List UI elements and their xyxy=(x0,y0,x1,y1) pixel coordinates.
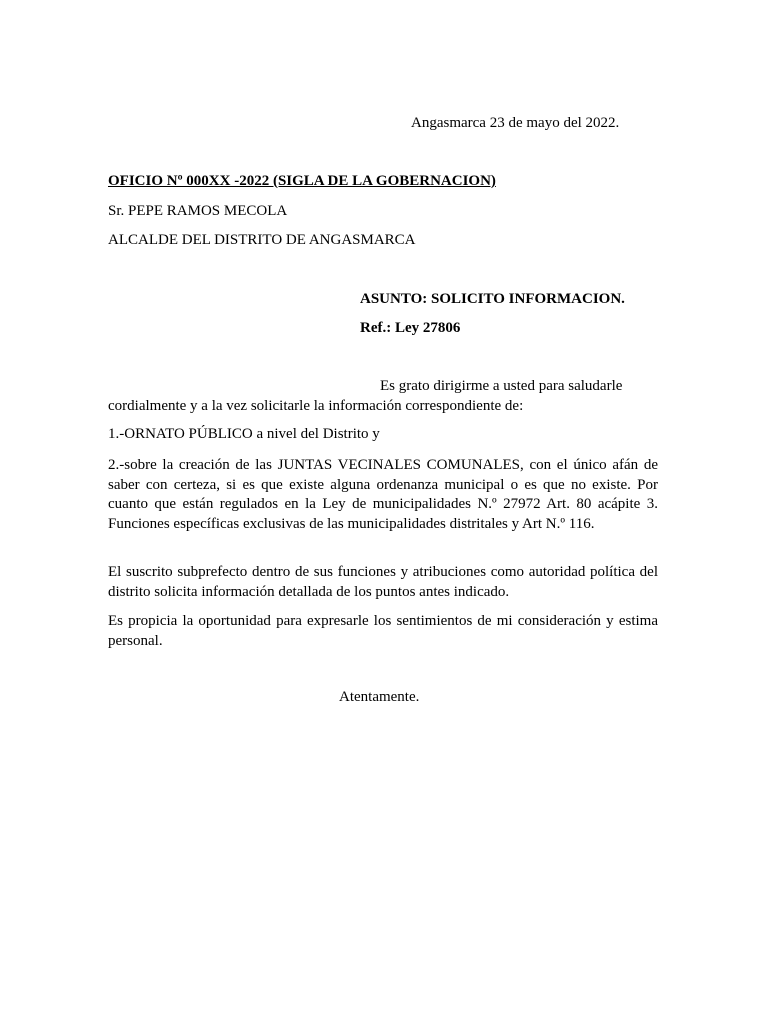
paragraph-3: El suscrito subprefecto dentro de sus funciones y atribuciones como autoridad política del distrito solicita información detallada de los puntos antes indicado. xyxy=(108,564,658,600)
intro-paragraph xyxy=(108,377,658,416)
subject-line: ASUNTO: SOLICITO INFORMACION. xyxy=(360,291,625,307)
item-1: 1.-ORNATO PÚBLICO a nivel del Distrito y xyxy=(108,426,380,442)
recipient-name: Sr. PEPE RAMOS MECOLA xyxy=(108,203,288,219)
intro-rest: cordialmente y a la vez solicitarle la información correspondiente de: xyxy=(108,397,524,414)
date-line: Angasmarca 23 de mayo del 2022. xyxy=(411,115,620,131)
intro-first-line: Es grato dirigirme a usted para saludarle xyxy=(380,378,623,394)
paragraph-4: Es propicia la oportunidad para expresarle los sentimientos de mi consideración y estima personal. xyxy=(108,613,658,649)
item-2: 2.-sobre la creación de las JUNTAS VECINALES COMUNALES, con el único afán de saber con certeza, si es que existe alguna ordenanza municipal o es que no existe. Por cuanto que están regulados en la Ley de municipalidades N.º 27972 Art. 80 acápite 3. Funciones específicas exclusivas de las municipalidades distritales y Art N.º 116. xyxy=(108,457,658,532)
closing: Atentamente. xyxy=(339,689,420,705)
reference-line: Ref.: Ley 27806 xyxy=(360,320,461,336)
oficio-title: OFICIO Nº 000XX -2022 (SIGLA DE LA GOBERNACION) xyxy=(108,173,496,189)
recipient-title: ALCALDE DEL DISTRITO DE ANGASMARCA xyxy=(108,232,416,248)
